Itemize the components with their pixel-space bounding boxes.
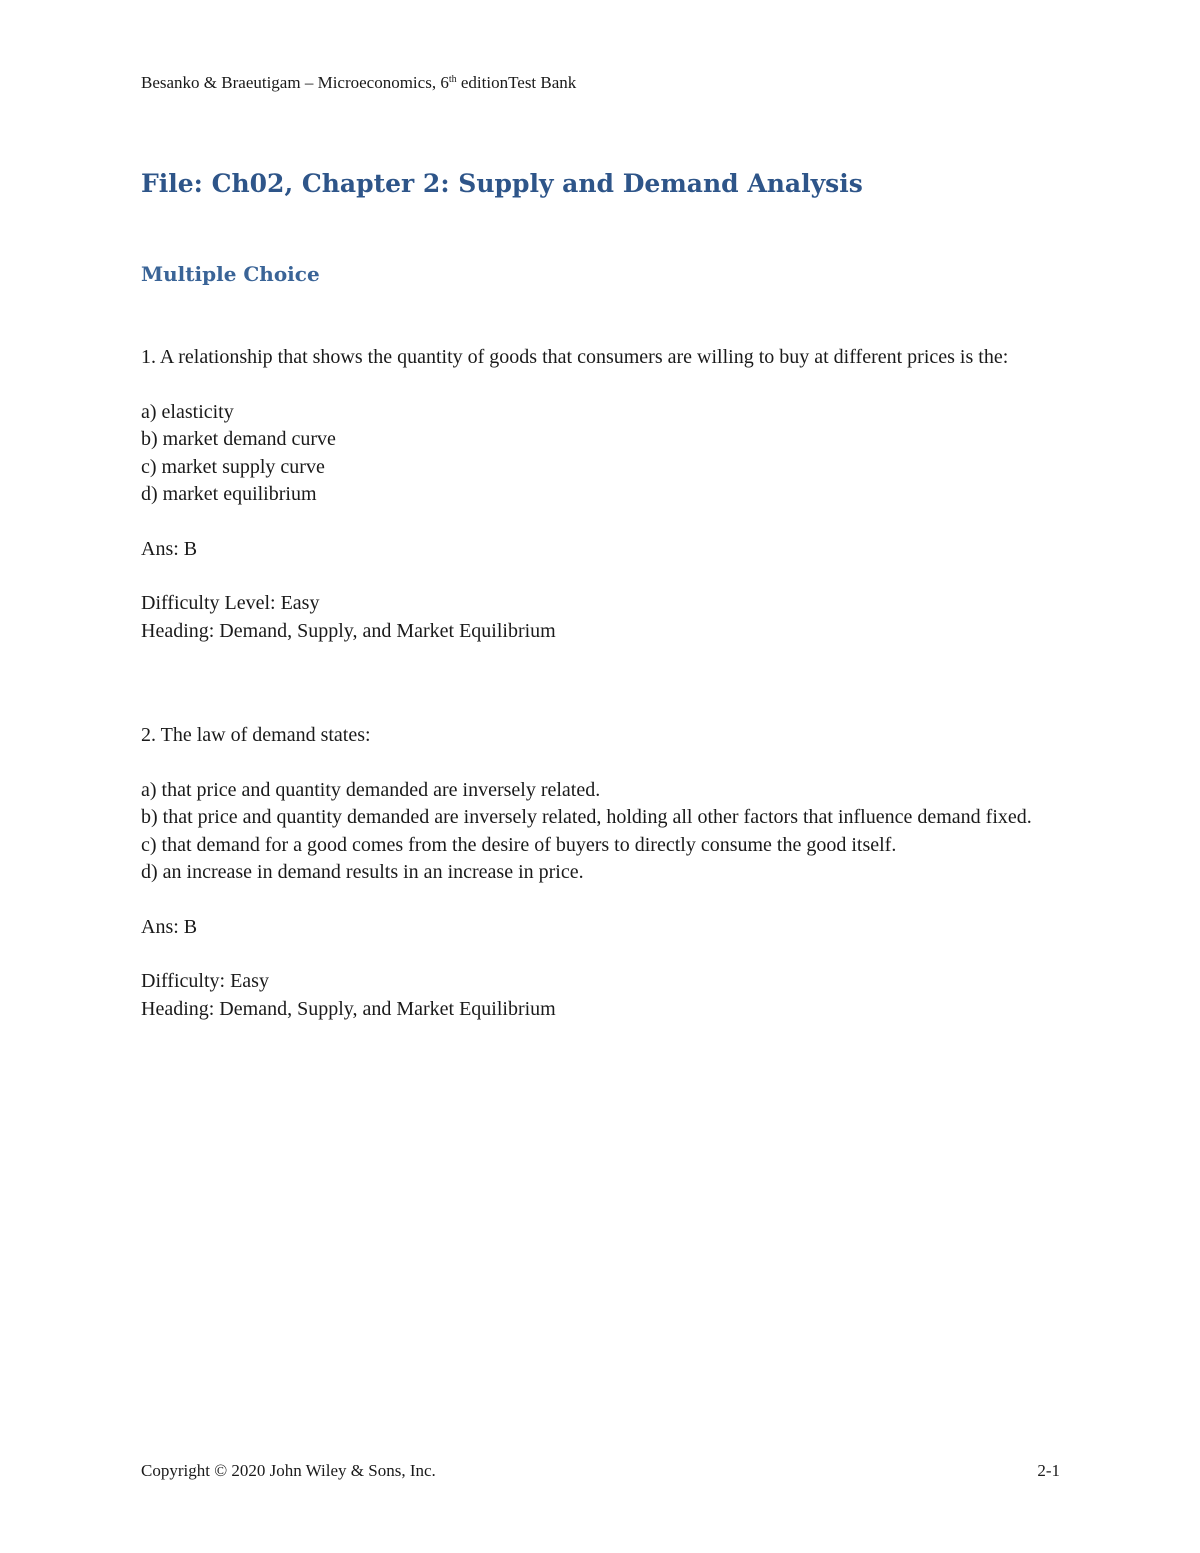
heading-topic: Heading: Demand, Supply, and Market Equilibrium [141, 997, 556, 1020]
option-b: b) that price and quantity demanded are inversely related, holding all other factors that influence demand fixed. [141, 806, 1032, 828]
answer: Ans: B [141, 915, 198, 938]
heading-topic: Heading: Demand, Supply, and Market Equilibrium [141, 619, 556, 642]
answer: Ans: B [141, 537, 198, 560]
option-a: a) elasticity [141, 400, 234, 423]
option-d: d) market equilibrium [141, 483, 317, 505]
difficulty: Difficulty Level: Easy [141, 592, 320, 614]
question-stem: 1. A relationship that shows the quantity of goods that consumers are willing to buy at different prices is the: [141, 346, 1009, 368]
page-footer [141, 1460, 1060, 1482]
document-title: File: Ch02, Chapter 2: Supply and Demand Analysis [141, 169, 863, 198]
page-header [141, 72, 576, 94]
option-c: c) market supply curve [141, 455, 325, 478]
option-c: c) that demand for a good comes from the desire of buyers to directly consume the good itself. [141, 833, 897, 856]
option-b: b) market demand curve [141, 428, 336, 450]
header-text-tail: editionTest Bank [456, 73, 577, 92]
question-2 [141, 722, 1061, 1023]
section-title: Multiple Choice [141, 262, 320, 286]
question-1 [141, 344, 1061, 645]
option-d: d) an increase in demand results in an increase in price. [141, 861, 584, 883]
page-number: 2-1 [1037, 1461, 1060, 1480]
question-stem: 2. The law of demand states: [141, 724, 371, 746]
copyright-text: Copyright © 2020 John Wiley & Sons, Inc. [141, 1461, 436, 1480]
difficulty: Difficulty: Easy [141, 970, 269, 992]
header-text: Besanko & Braeutigam – Microeconomics, 6 [141, 73, 449, 92]
option-a: a) that price and quantity demanded are inversely related. [141, 778, 601, 801]
header-superscript: th [448, 74, 457, 85]
